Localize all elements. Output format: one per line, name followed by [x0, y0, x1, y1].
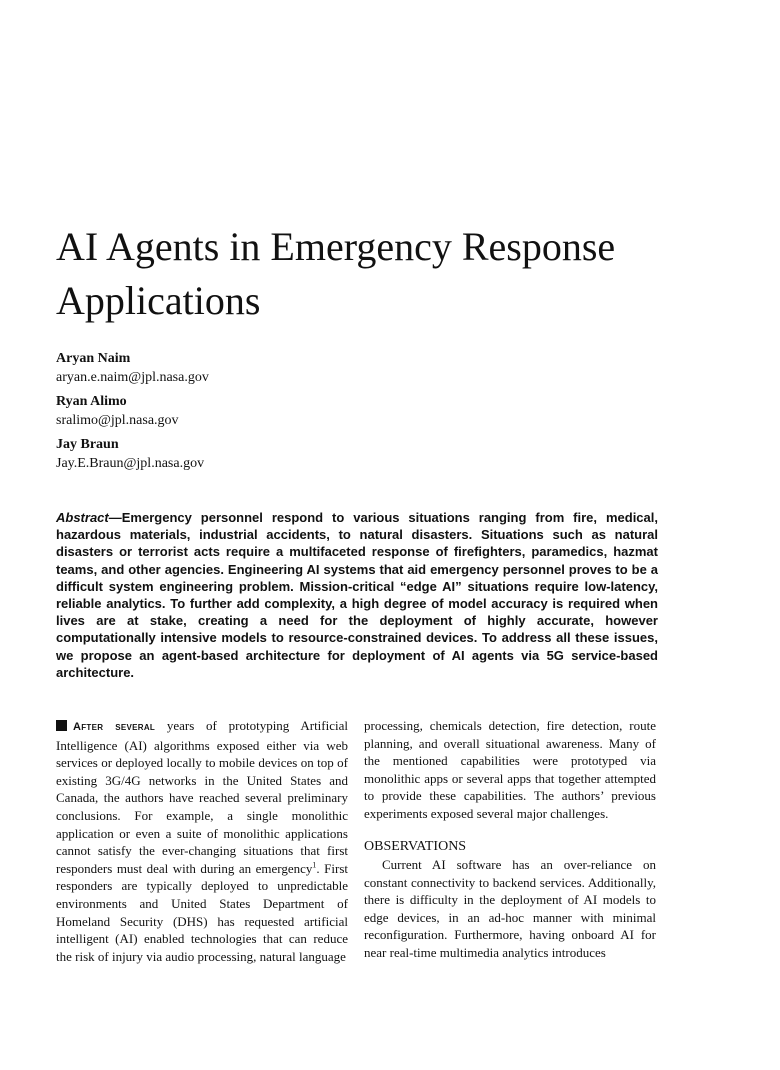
- author-name: Jay Braun: [56, 437, 119, 452]
- section-heading: OBSERVATIONS: [364, 839, 467, 854]
- author-block: [56, 350, 456, 388]
- intro-text-part1: years of prototyping Artificial Intelligence (AI) algorithms exposed either via web services or deployed locally to mobile devices on top of existing 3G/4G networks in the United States and Canada, the authors have reached several preliminary conclusions. For example, a single monolithic application or even a suite of monolithic applications cannot satisfy the ever-changing situations that first responders must deal with during an emergency: [56, 718, 348, 876]
- abstract: [56, 509, 658, 681]
- intro-continuation: processing, chemicals detection, fire detection, route planning, and overall situational awareness. Many of the mentioned capabilities were prototyped via monolithic apps or several apps that together attempted to provide these capabilities. The authors’ previous experiments exposed several major challenges.: [364, 718, 656, 821]
- observations-paragraph: Current AI software has an over-reliance on constant connectivity to backend services. Additionally, there is difficulty in the deployment of AI models to edge devices, in an ad-hoc manner with minimal reconfiguration. Furthermore, having onboard AI for near real-time multimedia analytics introduces: [364, 857, 656, 960]
- intro-text-part2: . First responders are typically deployed to unpredictable environments and United States Department of Homeland Security (DHS) has requested artificial intelligent (AI) enabled technologies that can reduce the risk of injury via audio processing, natural language: [56, 860, 348, 964]
- abstract-text: —Emergency personnel respond to various situations ranging from fire, medical, hazardous materials, industrial accidents, to natural disasters. Situations such as natural disasters or terrorist acts require a multifaceted response of firefighters, paramedics, hazmat teams, and other agencies. Engineering AI systems that aid emergency personnel proves to be a difficult system engineering problem. Mission-critical “edge AI” situations require low-latency, reliable analytics. To further add complexity, a high degree of model accuracy is required when lives are at stake, creating a need for the deployment of highly accurate, however computationally intensive models to resource-constrained devices. To address all these issues, we propose an agent-based architecture for deployment of AI agents via 5G service-based architecture.: [56, 510, 658, 680]
- section-marker-icon: [56, 720, 67, 731]
- author-email: aryan.e.naim@jpl.nasa.gov: [56, 370, 209, 385]
- author-name: Ryan Alimo: [56, 394, 127, 409]
- abstract-label: Abstract: [56, 510, 109, 525]
- intro-lead: After several: [73, 721, 156, 733]
- intro-paragraph: [56, 717, 348, 965]
- author-block: [56, 393, 456, 431]
- footnote-marker: 1: [312, 860, 317, 870]
- paper-title: AI Agents in Emergency Response Applications: [56, 224, 616, 323]
- author-name: Aryan Naim: [56, 351, 131, 366]
- author-email: sralimo@jpl.nasa.gov: [56, 413, 179, 428]
- author-block: [56, 436, 456, 474]
- author-email: Jay.E.Braun@jpl.nasa.gov: [56, 456, 205, 471]
